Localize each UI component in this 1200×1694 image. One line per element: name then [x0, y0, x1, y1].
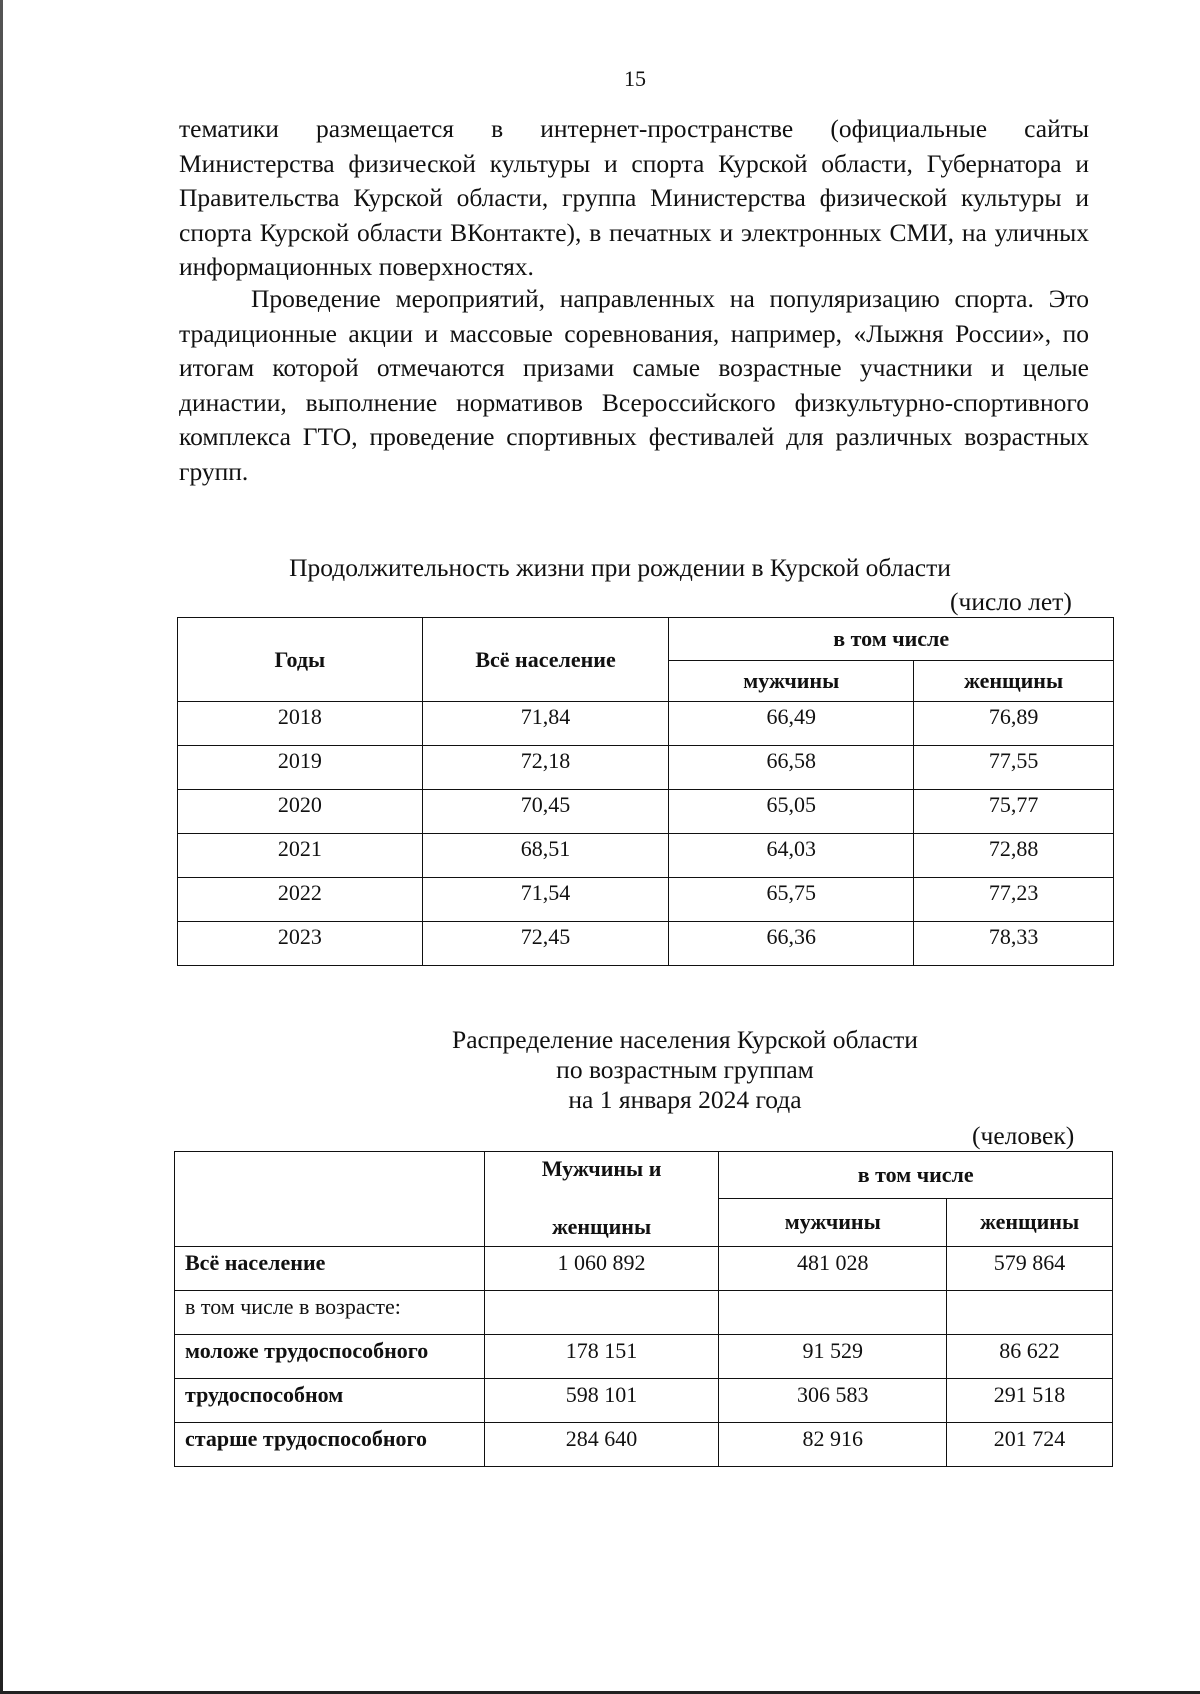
cell-women: 201 724: [947, 1423, 1113, 1467]
cell-both: 598 101: [484, 1379, 719, 1423]
scan-edge-left: [0, 0, 3, 1694]
cell-women: 579 864: [947, 1247, 1113, 1291]
cell-men: 82 916: [719, 1423, 947, 1467]
header-including: в том числе: [669, 618, 1114, 661]
cell-men: 66,49: [669, 702, 914, 746]
header-both-line2: женщины: [484, 1198, 719, 1247]
cell-women: [947, 1291, 1113, 1335]
cell-total: 72,18: [422, 746, 669, 790]
header-years: Годы: [178, 618, 423, 702]
cell-total: 71,84: [422, 702, 669, 746]
cell-total: 70,45: [422, 790, 669, 834]
cell-year: 2019: [178, 746, 423, 790]
cell-women: 291 518: [947, 1379, 1113, 1423]
cell-label: в том числе в возрасте:: [175, 1291, 485, 1335]
header-both-line1: Мужчины и: [484, 1152, 719, 1199]
life-expectancy-table: [177, 617, 1114, 966]
header-empty: [175, 1152, 485, 1247]
header-men: мужчины: [719, 1198, 947, 1247]
age-distribution-table: [174, 1151, 1113, 1467]
cell-year: 2022: [178, 878, 423, 922]
header-men: мужчины: [669, 661, 914, 702]
table1-units: (число лет): [950, 587, 1072, 616]
table1-caption: Продолжительность жизни при рождении в Курской области: [289, 553, 951, 582]
cell-year: 2018: [178, 702, 423, 746]
cell-men: 64,03: [669, 834, 914, 878]
cell-men: 91 529: [719, 1335, 947, 1379]
table-row: [178, 746, 1114, 790]
cell-label: моложе трудоспособного: [175, 1335, 485, 1379]
cell-label: трудоспособном: [175, 1379, 485, 1423]
header-total: Всё население: [422, 618, 669, 702]
cell-total: 68,51: [422, 834, 669, 878]
table-row: [175, 1335, 1113, 1379]
cell-women: 86 622: [947, 1335, 1113, 1379]
page-number: 15: [624, 66, 646, 91]
cell-women: 77,55: [914, 746, 1114, 790]
cell-men: 65,75: [669, 878, 914, 922]
cell-women: 72,88: [914, 834, 1114, 878]
cell-women: 75,77: [914, 790, 1114, 834]
table-row: [178, 922, 1114, 966]
table-row: [178, 790, 1114, 834]
cell-women: 76,89: [914, 702, 1114, 746]
cell-women: 78,33: [914, 922, 1114, 966]
cell-both: [484, 1291, 719, 1335]
cell-men: 66,58: [669, 746, 914, 790]
cell-men: [719, 1291, 947, 1335]
cell-men: 481 028: [719, 1247, 947, 1291]
cell-total: 71,54: [422, 878, 669, 922]
table2-units: (человек): [972, 1121, 1075, 1150]
cell-label: старше трудоспособного: [175, 1423, 485, 1467]
cell-year: 2020: [178, 790, 423, 834]
table-row: [178, 878, 1114, 922]
header-including: в том числе: [719, 1152, 1113, 1199]
paragraph-1: тематики размещается в интернет-пространстве (официальные сайты Министерства физической культуры и спорта Курской области, Губернатора и Правительства Курской области, группа Министерства физической культуры и спорта Курской области ВКонтакте), в печатных и электронных СМИ, на уличных информационных поверхностях.: [179, 114, 1089, 281]
table2-caption-line-3: на 1 января 2024 года: [568, 1085, 802, 1114]
table-row: [175, 1379, 1113, 1423]
cell-both: 1 060 892: [484, 1247, 719, 1291]
cell-label: Всё население: [175, 1247, 485, 1291]
cell-men: 65,05: [669, 790, 914, 834]
cell-men: 306 583: [719, 1379, 947, 1423]
table2-caption-line-2: по возрастным группам: [556, 1055, 814, 1084]
paragraph-2: Проведение мероприятий, направленных на популяризацию спорта. Это традиционные акции и массовые соревнования, например, «Лыжня России», по итогам которой отмечаются призами самые возрастные участники и целые династии, выполнение нормативов Всероссийского физкультурно-спортивного комплекса ГТО, проведение спортивных фестивалей для различных возрастных групп.: [179, 284, 1089, 486]
cell-year: 2023: [178, 922, 423, 966]
table2-caption: [20, 1025, 1200, 1115]
table-row: [178, 834, 1114, 878]
table2-caption-line-1: Распределение населения Курской области: [452, 1025, 918, 1054]
cell-total: 72,45: [422, 922, 669, 966]
cell-both: 284 640: [484, 1423, 719, 1467]
table-row: [178, 702, 1114, 746]
table-row: [175, 1247, 1113, 1291]
cell-men: 66,36: [669, 922, 914, 966]
header-women: женщины: [947, 1198, 1113, 1247]
cell-both: 178 151: [484, 1335, 719, 1379]
table-row: [175, 1291, 1113, 1335]
cell-women: 77,23: [914, 878, 1114, 922]
cell-year: 2021: [178, 834, 423, 878]
table-row: [175, 1423, 1113, 1467]
header-women: женщины: [914, 661, 1114, 702]
